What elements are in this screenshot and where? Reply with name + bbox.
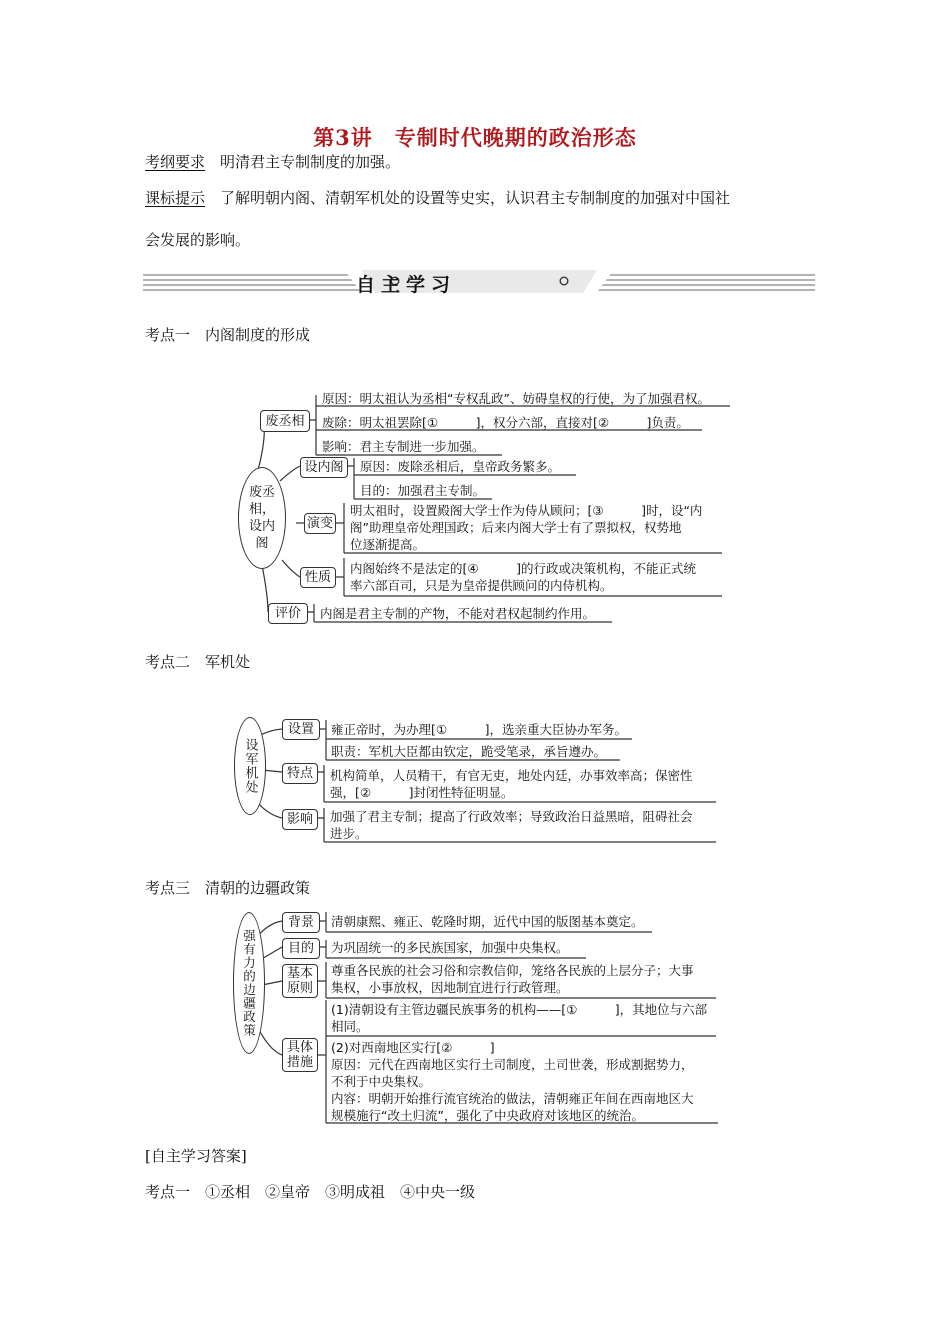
leaf-fei-3: 影响：君主专制进一步加强。 — [322, 439, 485, 454]
leaf-sz-2: 职责：军机大臣都由钦定，跪受笔录，承旨遵办。 — [331, 744, 607, 759]
leaf-xing-2: 率六部百司，只是为皇帝提供顾问的内侍机构。 — [350, 578, 613, 593]
leaf-yan-3: 位逐渐提高。 — [350, 537, 426, 552]
leaf-cs-3: (2)对西南地区实行[② ] — [331, 1040, 495, 1055]
kaogang-line — [145, 152, 400, 172]
kaogang-label: 考纲要求 — [145, 153, 206, 171]
kebiao-line — [145, 188, 730, 208]
kebiao-label: 课标提示 — [145, 189, 206, 207]
leaf-fei-1: 原因：明太祖认为丞相“专权乱政”、妨碍皇权的行使，为了加强君权。 — [322, 391, 710, 406]
answers-label: [自主学习答案] — [145, 1147, 247, 1165]
leaf-cs-7: 规模施行“改土归流”，强化了中央政府对该地区的统治。 — [331, 1108, 644, 1123]
section1-root: 废丞相，设内阁 — [238, 467, 286, 569]
leaf-cs-6: 内容：明朝开始推行流官统治的做法，清朝雍正年间在西南地区大 — [331, 1091, 694, 1106]
node-pingjia: 评价 — [268, 603, 308, 624]
kaogang-text: 明清君主专制制度的加强。 — [220, 153, 401, 171]
leaf-cs-1: (1)清朝设有主管边疆民族事务的机构——[① ]，其地位与六部 — [331, 1002, 708, 1017]
page-title: 第3讲 专制时代晚期的政治形态 — [313, 125, 637, 150]
banner-label: 自主学习 — [355, 274, 456, 296]
leaf-cs-2: 相同。 — [331, 1019, 369, 1034]
leaf-td-2: 强，[② ]封闭性特征明显。 — [330, 785, 514, 800]
answers-line-1: 考点一 ①丞相 ②皇帝 ③明成祖 ④中央一级 — [145, 1183, 476, 1201]
leaf-ping-1: 内阁是君主专制的产物，不能对君权起制约作用。 — [320, 606, 596, 621]
leaf-cs-5: 不利于中央集权。 — [331, 1074, 432, 1089]
leaf-she-1: 原因：废除丞相后，皇帝政务繁多。 — [360, 459, 561, 474]
node-jibenyuanze: 基本原则 — [282, 964, 318, 998]
leaf-xing-1: 内阁始终不是法定的[④ ]的行政或决策机构，不能正式统 — [350, 561, 696, 576]
kebiao-text-1: 了解明朝内阁、清朝军机处的设置等史实，认识君主专制制度的加强对中国社 — [220, 189, 731, 207]
node-xingzhi: 性质 — [300, 567, 336, 588]
leaf-yx-2: 进步。 — [330, 826, 368, 841]
leaf-sz-1: 雍正帝时，为办理[① ]，选亲重大臣协办军务。 — [331, 722, 627, 737]
leaf-yz-2: 集权，小事放权，因地制宜进行行政管理。 — [331, 980, 569, 995]
section1-heading: 考点一 内阁制度的形成 — [145, 326, 311, 344]
node-feichengxiang: 废丞相 — [260, 410, 310, 432]
leaf-fei-2: 废除：明太祖罢除[① ]，权分六部，直接对[② ]负责。 — [322, 415, 689, 430]
leaf-bj-1: 清朝康熙、雍正、乾隆时期，近代中国的版图基本奠定。 — [331, 914, 644, 929]
section3-root: 强有力的边疆政策 — [233, 912, 265, 1054]
leaf-yz-1: 尊重各民族的社会习俗和宗教信仰，笼络各民族的上层分子；大事 — [331, 963, 694, 978]
node-yingxiang: 影响 — [282, 809, 318, 830]
leaf-cs-4: 原因：元代在西南地区实行土司制度，土司世袭，形成割据势力， — [331, 1057, 694, 1072]
node-mudi: 目的 — [282, 938, 320, 959]
node-shenige: 设内阁 — [300, 457, 348, 478]
node-yanbian: 演变 — [304, 513, 336, 534]
leaf-md-1: 为巩固统一的多民族国家，加强中央集权。 — [331, 940, 569, 955]
leaf-yan-2: 阁”助理皇帝处理国政；后来内阁大学士有了票拟权，权势地 — [350, 520, 682, 535]
kebiao-text-2: 会发展的影响。 — [145, 231, 251, 249]
section2-heading: 考点二 军机处 — [145, 653, 251, 671]
leaf-she-2: 目的：加强君主专制。 — [360, 483, 486, 498]
section3-heading: 考点三 清朝的边疆政策 — [145, 879, 311, 897]
leaf-td-1: 机构简单，人员精干，有官无吏，地处内廷，办事效率高；保密性 — [330, 768, 693, 783]
node-tedian: 特点 — [282, 763, 318, 784]
section2-root: 设军机处 — [234, 717, 266, 815]
node-beijing: 背景 — [282, 912, 320, 933]
leaf-yan-1: 明太祖时，设置殿阁大学士作为侍从顾问；[③ ]时，设“内 — [350, 503, 703, 518]
node-jutics: 具体措施 — [282, 1038, 318, 1072]
leaf-yx-1: 加强了君主专制；提高了行政效率；导致政治日益黑暗，阻碍社会 — [330, 809, 693, 824]
node-shezhi: 设置 — [282, 719, 320, 740]
